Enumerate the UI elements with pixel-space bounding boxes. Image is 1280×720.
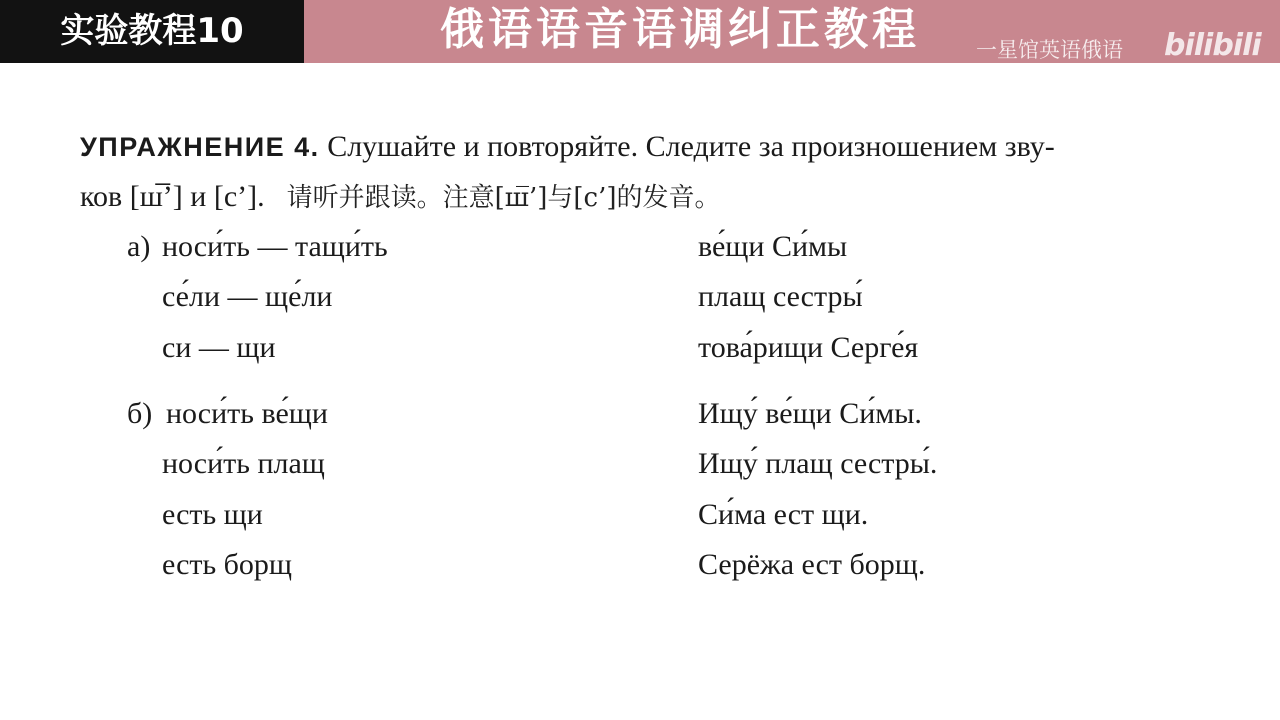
section-a-marker: а) (127, 230, 151, 263)
exercise-instruction-line-2 (80, 179, 720, 216)
course-title: 俄语语音语调纠正教程 (440, 4, 920, 55)
section-b-right-1: Ищу́ ве́щи Си́мы. (698, 397, 922, 430)
section-a-right-1: ве́щи Си́мы (698, 230, 848, 263)
section-b-left-3: есть щи (162, 498, 263, 531)
exercise-instruction-2: ков [ш̅’] и [с’]. (80, 180, 265, 213)
section-b-marker: б) (127, 397, 153, 430)
chinese-note: 请听并跟读。注意[ш̅’]与[с’]的发音。 (286, 183, 721, 213)
section-b-left-1: носи́ть ве́щи (166, 397, 328, 430)
section-a-left-3: си — щи (162, 331, 276, 364)
lesson-tag: 实验教程10 (0, 0, 304, 63)
exercise-instruction-line-1 (80, 129, 1055, 165)
header-band (0, 0, 1280, 63)
section-b-left-2: носи́ть плащ (162, 447, 325, 480)
section-b-right-3: Си́ма ест щи. (698, 498, 869, 531)
section-b-left-4: есть борщ (162, 548, 293, 581)
exercise-instruction-1: Слушайте и повторяйте. Следите за произношением зву- (327, 130, 1055, 163)
channel-watermark: 一星馆英语俄语 (976, 38, 1123, 62)
section-a-right-2: плащ сестры́ (698, 280, 863, 313)
bilibili-logo-icon: bilibili (1164, 28, 1261, 63)
exercise-label: УПРАЖНЕНИЕ 4. (80, 132, 320, 162)
section-a-left-2: се́ли — ще́ли (162, 280, 333, 313)
section-a-right-3: това́рищи Серге́я (698, 331, 919, 364)
section-b-right-4: Серёжа ест борщ. (698, 548, 926, 581)
section-a-left-1: носи́ть — тащи́ть (162, 230, 388, 263)
section-b-right-2: Ищу́ плащ сестры́. (698, 447, 938, 480)
